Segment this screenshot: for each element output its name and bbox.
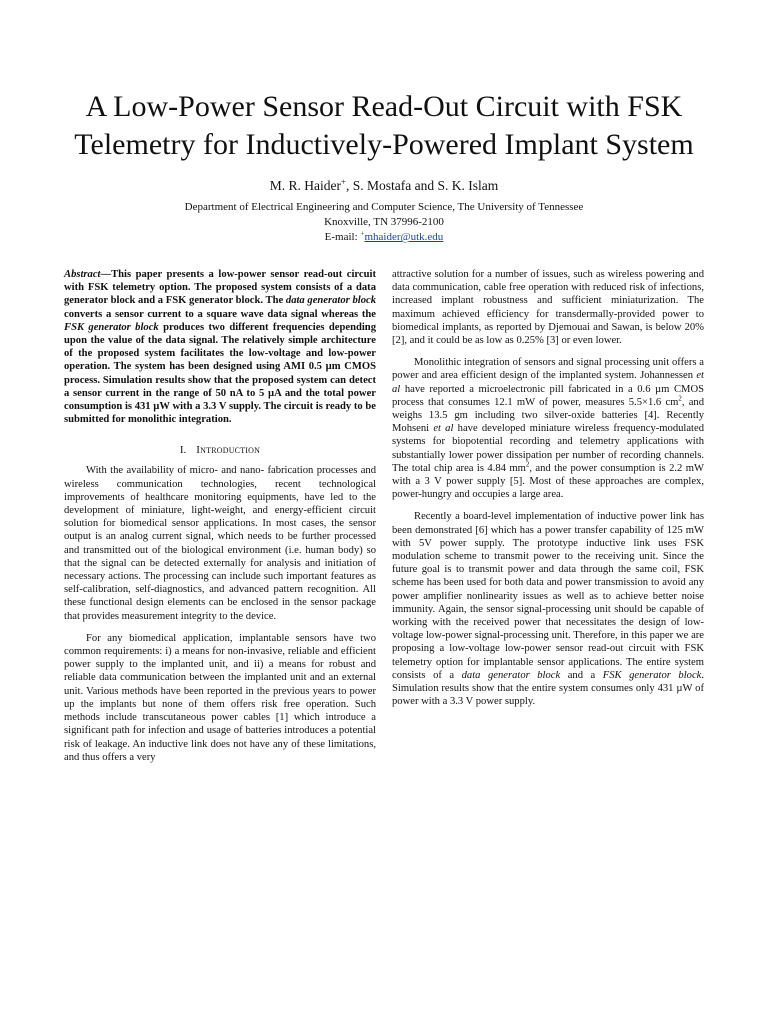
p4-text-3: , and weighs 13.5 gm including two silver-oxide batteries [4]. Recently Mohseni <box>392 396 704 435</box>
p4-sup-1: 2 <box>678 395 682 403</box>
abstract <box>64 268 376 426</box>
p4-text-5: , and the power consumption is 2.2 mW with a 3 V power supply [5]. Most of these approaches are complex, power-hungry and occupies a large area. <box>392 462 704 501</box>
p5-text-2: and a <box>560 669 603 681</box>
email-link[interactable]: mhaider@utk.edu <box>364 231 444 243</box>
intro-paragraph-5 <box>392 510 704 708</box>
paper-title <box>40 88 728 164</box>
p4-text-2: have reported a microelectronic pill fabricated in a 0.6 µm CMOS process that consumes 12.1 mW of power, measures 5.5×1.6 cm <box>392 383 704 408</box>
other-authors: , S. Mostafa and S. K. Islam <box>345 178 499 193</box>
abstract-text-3: produces two different frequencies depending upon the value of the data signal. The relatively simple architecture of the proposed system facilitates the low-voltage and low-power operation. The system has been designed using AMI 0.5 µm CMOS process. Simulation results show that the proposed system can detect a sensor current in the range of 50 nA to 5 µA and the total power consumption is 431 µW with a 3.3 V supply. The circuit is ready to be submitted for monolithic integration. <box>64 321 376 426</box>
abstract-em-data-generator: data generator block <box>285 295 377 307</box>
left-column <box>64 268 376 773</box>
section-number: I. <box>179 444 187 457</box>
right-column <box>392 268 704 718</box>
p5-text-3: . Simulation results show that the entire system consumes only 431 µW of power with a 3.3 V power supply. <box>392 669 705 708</box>
abstract-text-2: converts a sensor current to a square wave data signal whereas the <box>64 308 376 320</box>
author-list <box>40 178 728 194</box>
abstract-dash: — <box>100 269 112 280</box>
p4-sup-2: 2 <box>525 461 530 469</box>
abstract-em-fsk-generator: FSK generator block <box>64 321 159 333</box>
abstract-label: Abstract <box>64 269 101 280</box>
p4-em-et-al-1: et al <box>392 370 704 395</box>
affiliation-address: Knoxville, TN 37996-2100 <box>324 216 444 228</box>
p4-text-4: have developed miniature wireless frequency-modulated systems for biopotential recording and telemetry applications with substantially lower power dissipation per number of recording channels. The total chip area is 4.84 mm <box>392 423 704 474</box>
affiliation-department: Department of Electrical Engineering and Computer Science, The University of Tennessee <box>184 201 584 213</box>
p5-em-data-generator: data generator block <box>461 669 561 681</box>
intro-paragraph-4 <box>392 356 704 501</box>
abstract-text-1: This paper presents a low-power sensor read-out circuit with FSK telemetry option. The proposed system consists of a data generator block and a FSK generator block. The <box>64 269 376 307</box>
p5-text-1: Recently a board-level implementation of inductive power link has been demonstrated [6] which has a power transfer capability of 125 mW with 5V power supply. The prototype inductive link uses FSK modulation scheme to transmit power to the receiving unit. Since the future goal is to transmit power and data through the same coil, FSK scheme has been used for both data and power transmission to avoid any power amplifier nonlinearity issues as well as to achieve better noise immunity. Again, the sensor signal-processing unit should be capable of working with the received power that necessitates the design of low-voltage low-power signal-processing unit. Therefore, in this paper we are proposing a low-voltage low-power sensor read-out circuit with FSK telemetry option for implantable sensor applications. The entire system consists of a <box>392 511 704 681</box>
intro-paragraph-3: attractive solution for a number of issues, such as wireless powering and data communication, cable free operation with reduced risk of infections, increased implant robustness and sufficient miniaturization. The maximum achieved efficiency for transdermally-provided power to biomedical implants, as reported by Djemouai and Sawan, is below 20% [2], and it could be as low as 0.25% [3] or even lower. <box>392 269 704 347</box>
section-title: Introduction <box>196 444 261 457</box>
corresponding-author-mark: + <box>341 176 346 187</box>
affiliation-email-line <box>40 230 728 245</box>
intro-paragraph-2: For any biomedical application, implantable sensors have two common requirements: i) a means for non-invasive, reliable and efficient power supply to the implanted unit, and ii) a means for robust and reliable data communication between the implanted unit and an external unit. Various methods have been reported in the previous years to power up the implants but none of them offers risk free operation. Such methods include transcutaneous power cables [1] which introduce a significant path for infection and usage of batteries introduces a potential risk of leakage. An inductive link does not have any of these limitations, and thus offers a very <box>64 632 376 763</box>
intro-paragraph-1: With the availability of micro- and nano- fabrication processes and wireless communication technologies, recent technological improvements of healthcare monitoring equipments, have led to the development of miniature, light-weight, and energy-efficient circuit solution for biomedical sensor applications. In most cases, the sensor output is an analog current signal, which needs to be further processed and transmitted out of the biological environment (i.e. human body) so that the signal can be detected externally for analysis and initiation of necessary actions. The processing can include such important features as self-calibration, self-diagnostics, and advanced pattern recognition. All these functional design elements can be enclosed in the sensor package that provides measurement integrity to the device. <box>64 465 376 622</box>
section-heading-introduction <box>64 444 376 458</box>
p5-em-fsk-generator: FSK generator block <box>602 669 702 681</box>
email-mark: + <box>360 229 365 238</box>
p4-text-1: Monolithic integration of sensors and signal processing unit offers a power and area efficient design of the implanted system. Johannessen <box>392 357 704 382</box>
email-label: E-mail: <box>324 231 361 243</box>
title-line-1: A Low-Power Sensor Read-Out Circuit with FSK <box>85 90 683 124</box>
author-1: M. R. Haider <box>269 178 342 193</box>
title-line-2: Telemetry for Inductively-Powered Implant System <box>74 128 694 162</box>
p4-em-et-al-2: et al <box>433 423 454 435</box>
